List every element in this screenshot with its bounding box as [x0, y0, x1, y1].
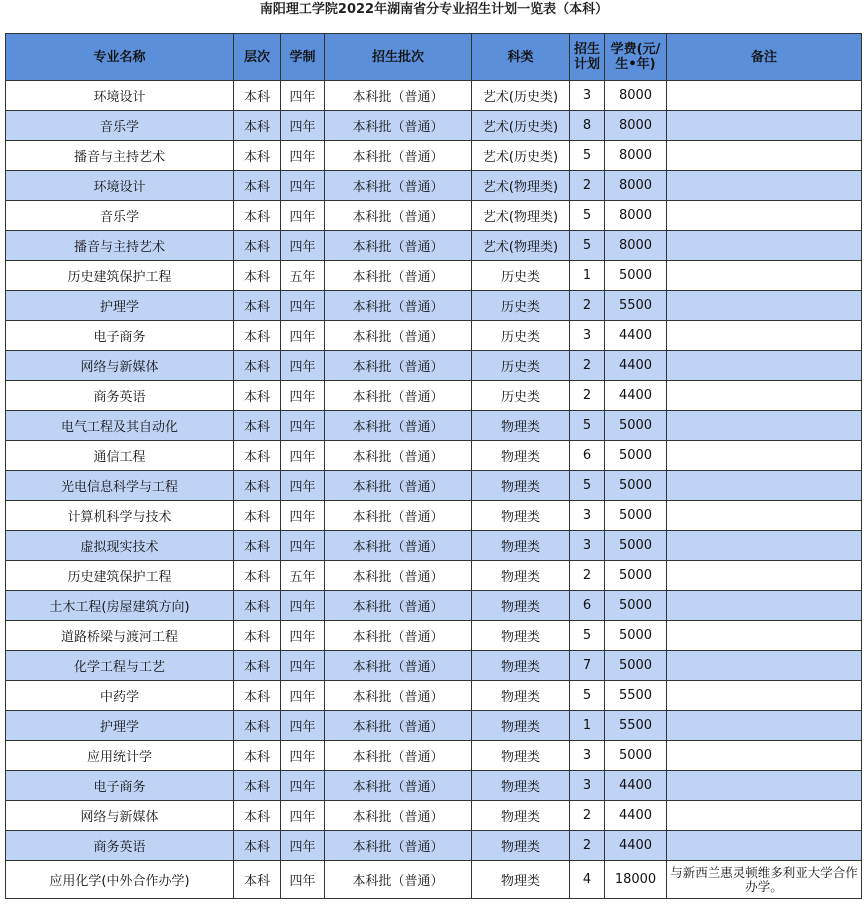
header-category: 科类	[472, 34, 570, 81]
cell-plan: 1	[570, 261, 605, 291]
cell-remark	[667, 531, 862, 561]
cell-fee: 4400	[605, 381, 667, 411]
cell-level: 本科	[234, 471, 281, 501]
cell-fee: 4400	[605, 351, 667, 381]
cell-plan: 5	[570, 411, 605, 441]
cell-fee: 5000	[605, 651, 667, 681]
cell-category: 物理类	[472, 741, 570, 771]
cell-level: 本科	[234, 171, 281, 201]
cell-level: 本科	[234, 291, 281, 321]
cell-plan: 2	[570, 291, 605, 321]
cell-fee: 4400	[605, 771, 667, 801]
cell-batch: 本科批（普通）	[325, 441, 472, 471]
cell-level: 本科	[234, 501, 281, 531]
cell-plan: 2	[570, 831, 605, 861]
cell-level: 本科	[234, 711, 281, 741]
header-fee-line2: 生•年)	[615, 57, 656, 72]
cell-category: 历史类	[472, 351, 570, 381]
cell-remark	[667, 351, 862, 381]
cell-level: 本科	[234, 381, 281, 411]
cell-duration: 四年	[281, 81, 325, 111]
cell-duration: 四年	[281, 351, 325, 381]
table-row	[6, 231, 862, 261]
cell-major: 护理学	[6, 711, 234, 741]
cell-category: 物理类	[472, 771, 570, 801]
cell-level: 本科	[234, 141, 281, 171]
cell-category: 物理类	[472, 411, 570, 441]
cell-plan: 5	[570, 141, 605, 171]
table-row	[6, 351, 862, 381]
cell-major: 环境设计	[6, 81, 234, 111]
cell-batch: 本科批（普通）	[325, 321, 472, 351]
table-row	[6, 381, 862, 411]
cell-remark	[667, 831, 862, 861]
table-row	[6, 441, 862, 471]
cell-fee: 5000	[605, 471, 667, 501]
cell-duration: 四年	[281, 381, 325, 411]
cell-fee: 5000	[605, 261, 667, 291]
header-plan	[570, 34, 605, 81]
cell-batch: 本科批（普通）	[325, 81, 472, 111]
table-row	[6, 501, 862, 531]
cell-duration: 四年	[281, 531, 325, 561]
cell-major: 网络与新媒体	[6, 351, 234, 381]
cell-plan: 5	[570, 681, 605, 711]
cell-remark	[667, 81, 862, 111]
cell-major: 音乐学	[6, 201, 234, 231]
cell-major: 环境设计	[6, 171, 234, 201]
cell-remark	[667, 321, 862, 351]
cell-major: 商务英语	[6, 381, 234, 411]
cell-level: 本科	[234, 831, 281, 861]
cell-category: 艺术(历史类)	[472, 81, 570, 111]
cell-batch: 本科批（普通）	[325, 621, 472, 651]
cell-major: 道路桥梁与渡河工程	[6, 621, 234, 651]
cell-batch: 本科批（普通）	[325, 471, 472, 501]
cell-level: 本科	[234, 651, 281, 681]
cell-duration: 四年	[281, 861, 325, 899]
cell-level: 本科	[234, 561, 281, 591]
cell-plan: 2	[570, 801, 605, 831]
cell-category: 物理类	[472, 831, 570, 861]
cell-level: 本科	[234, 111, 281, 141]
table-row	[6, 621, 862, 651]
cell-plan: 5	[570, 201, 605, 231]
cell-category: 历史类	[472, 291, 570, 321]
cell-fee: 8000	[605, 231, 667, 261]
cell-batch: 本科批（普通）	[325, 711, 472, 741]
cell-major: 音乐学	[6, 111, 234, 141]
cell-major: 播音与主持艺术	[6, 231, 234, 261]
cell-fee: 4400	[605, 831, 667, 861]
cell-remark	[667, 411, 862, 441]
cell-level: 本科	[234, 321, 281, 351]
cell-category: 艺术(历史类)	[472, 141, 570, 171]
cell-remark	[667, 381, 862, 411]
cell-category: 历史类	[472, 381, 570, 411]
cell-plan: 2	[570, 351, 605, 381]
cell-major: 电子商务	[6, 321, 234, 351]
cell-level: 本科	[234, 81, 281, 111]
table-row	[6, 711, 862, 741]
cell-duration: 四年	[281, 291, 325, 321]
table-row	[6, 771, 862, 801]
cell-remark	[667, 231, 862, 261]
cell-remark	[667, 291, 862, 321]
cell-batch: 本科批（普通）	[325, 171, 472, 201]
cell-duration: 四年	[281, 621, 325, 651]
cell-level: 本科	[234, 231, 281, 261]
table-row	[6, 261, 862, 291]
cell-batch: 本科批（普通）	[325, 381, 472, 411]
cell-major: 播音与主持艺术	[6, 141, 234, 171]
cell-remark	[667, 771, 862, 801]
cell-plan: 4	[570, 861, 605, 899]
enrollment-plan-table	[5, 33, 862, 899]
cell-remark: 与新西兰惠灵顿维多利亚大学合作办学。	[667, 861, 862, 899]
cell-batch: 本科批（普通）	[325, 201, 472, 231]
cell-fee: 5000	[605, 741, 667, 771]
cell-batch: 本科批（普通）	[325, 651, 472, 681]
cell-duration: 四年	[281, 471, 325, 501]
cell-plan: 5	[570, 471, 605, 501]
cell-duration: 四年	[281, 831, 325, 861]
cell-batch: 本科批（普通）	[325, 111, 472, 141]
cell-plan: 6	[570, 441, 605, 471]
page-title: 南阳理工学院2022年湖南省分专业招生计划一览表（本科）	[259, 2, 609, 17]
header-major: 专业名称	[6, 34, 234, 81]
header-fee	[605, 34, 667, 81]
cell-level: 本科	[234, 861, 281, 899]
cell-fee: 5000	[605, 561, 667, 591]
cell-major: 商务英语	[6, 831, 234, 861]
cell-batch: 本科批（普通）	[325, 771, 472, 801]
cell-remark	[667, 681, 862, 711]
cell-batch: 本科批（普通）	[325, 861, 472, 899]
cell-remark	[667, 651, 862, 681]
cell-level: 本科	[234, 531, 281, 561]
cell-batch: 本科批（普通）	[325, 351, 472, 381]
cell-remark	[667, 141, 862, 171]
header-plan-line2: 计划	[573, 57, 600, 72]
cell-remark	[667, 591, 862, 621]
cell-plan: 3	[570, 531, 605, 561]
cell-batch: 本科批（普通）	[325, 411, 472, 441]
cell-category: 物理类	[472, 441, 570, 471]
header-level: 层次	[234, 34, 281, 81]
cell-batch: 本科批（普通）	[325, 501, 472, 531]
cell-plan: 8	[570, 111, 605, 141]
cell-remark	[667, 711, 862, 741]
cell-duration: 四年	[281, 201, 325, 231]
header-plan-line1: 招生	[573, 42, 600, 57]
table-row	[6, 561, 862, 591]
cell-batch: 本科批（普通）	[325, 681, 472, 711]
cell-duration: 四年	[281, 231, 325, 261]
cell-plan: 3	[570, 771, 605, 801]
cell-major: 护理学	[6, 291, 234, 321]
cell-remark	[667, 171, 862, 201]
cell-major: 通信工程	[6, 441, 234, 471]
cell-duration: 四年	[281, 741, 325, 771]
cell-fee: 5500	[605, 291, 667, 321]
cell-major: 历史建筑保护工程	[6, 561, 234, 591]
cell-level: 本科	[234, 591, 281, 621]
cell-duration: 四年	[281, 171, 325, 201]
cell-remark	[667, 621, 862, 651]
cell-category: 物理类	[472, 681, 570, 711]
cell-major: 应用统计学	[6, 741, 234, 771]
table-row	[6, 651, 862, 681]
cell-batch: 本科批（普通）	[325, 831, 472, 861]
cell-level: 本科	[234, 741, 281, 771]
cell-remark	[667, 111, 862, 141]
table-row	[6, 831, 862, 861]
cell-major: 电气工程及其自动化	[6, 411, 234, 441]
cell-plan: 5	[570, 231, 605, 261]
table-row	[6, 411, 862, 441]
cell-category: 物理类	[472, 861, 570, 899]
cell-fee: 5000	[605, 621, 667, 651]
cell-remark	[667, 261, 862, 291]
cell-major: 网络与新媒体	[6, 801, 234, 831]
table-row	[6, 141, 862, 171]
cell-plan: 7	[570, 651, 605, 681]
cell-batch: 本科批（普通）	[325, 561, 472, 591]
cell-fee: 8000	[605, 201, 667, 231]
cell-duration: 五年	[281, 261, 325, 291]
cell-major: 电子商务	[6, 771, 234, 801]
cell-batch: 本科批（普通）	[325, 591, 472, 621]
cell-plan: 3	[570, 321, 605, 351]
cell-duration: 四年	[281, 111, 325, 141]
cell-remark	[667, 471, 862, 501]
cell-fee: 8000	[605, 81, 667, 111]
table-row	[6, 321, 862, 351]
cell-duration: 四年	[281, 591, 325, 621]
table-row	[6, 471, 862, 501]
table-row	[6, 81, 862, 111]
cell-level: 本科	[234, 771, 281, 801]
cell-category: 艺术(历史类)	[472, 111, 570, 141]
header-batch: 招生批次	[325, 34, 472, 81]
cell-plan: 3	[570, 81, 605, 111]
cell-level: 本科	[234, 441, 281, 471]
cell-batch: 本科批（普通）	[325, 801, 472, 831]
cell-fee: 5000	[605, 441, 667, 471]
cell-duration: 四年	[281, 801, 325, 831]
cell-remark	[667, 441, 862, 471]
cell-plan: 1	[570, 711, 605, 741]
cell-duration: 四年	[281, 321, 325, 351]
cell-category: 物理类	[472, 621, 570, 651]
cell-remark	[667, 201, 862, 231]
table-row	[6, 861, 862, 899]
cell-fee: 4400	[605, 801, 667, 831]
cell-category: 艺术(物理类)	[472, 231, 570, 261]
cell-duration: 四年	[281, 441, 325, 471]
cell-duration: 四年	[281, 141, 325, 171]
cell-duration: 四年	[281, 501, 325, 531]
cell-category: 历史类	[472, 261, 570, 291]
cell-major: 化学工程与工艺	[6, 651, 234, 681]
table-body	[6, 81, 862, 899]
table-row	[6, 681, 862, 711]
cell-fee: 5500	[605, 681, 667, 711]
cell-remark	[667, 801, 862, 831]
cell-major: 中药学	[6, 681, 234, 711]
cell-fee: 5000	[605, 591, 667, 621]
header-duration: 学制	[281, 34, 325, 81]
cell-major: 虚拟现实技术	[6, 531, 234, 561]
cell-duration: 四年	[281, 651, 325, 681]
cell-batch: 本科批（普通）	[325, 291, 472, 321]
cell-fee: 5500	[605, 711, 667, 741]
cell-category: 艺术(物理类)	[472, 201, 570, 231]
cell-duration: 四年	[281, 681, 325, 711]
table-row	[6, 201, 862, 231]
cell-category: 物理类	[472, 801, 570, 831]
cell-fee: 5000	[605, 501, 667, 531]
table-row	[6, 291, 862, 321]
cell-plan: 3	[570, 741, 605, 771]
cell-category: 物理类	[472, 561, 570, 591]
table-header-row	[6, 34, 862, 81]
cell-level: 本科	[234, 261, 281, 291]
cell-plan: 2	[570, 561, 605, 591]
cell-category: 物理类	[472, 471, 570, 501]
cell-level: 本科	[234, 801, 281, 831]
cell-duration: 四年	[281, 711, 325, 741]
cell-batch: 本科批（普通）	[325, 231, 472, 261]
cell-level: 本科	[234, 621, 281, 651]
cell-duration: 四年	[281, 771, 325, 801]
cell-level: 本科	[234, 201, 281, 231]
table-row	[6, 591, 862, 621]
cell-fee: 18000	[605, 861, 667, 899]
cell-duration: 五年	[281, 561, 325, 591]
table-row	[6, 801, 862, 831]
cell-level: 本科	[234, 411, 281, 441]
cell-batch: 本科批（普通）	[325, 141, 472, 171]
cell-duration: 四年	[281, 411, 325, 441]
cell-batch: 本科批（普通）	[325, 261, 472, 291]
cell-plan: 5	[570, 621, 605, 651]
cell-level: 本科	[234, 681, 281, 711]
cell-fee: 8000	[605, 111, 667, 141]
cell-remark	[667, 741, 862, 771]
cell-batch: 本科批（普通）	[325, 531, 472, 561]
table-row	[6, 171, 862, 201]
cell-major: 光电信息科学与工程	[6, 471, 234, 501]
table-row	[6, 531, 862, 561]
cell-category: 历史类	[472, 321, 570, 351]
cell-level: 本科	[234, 351, 281, 381]
cell-major: 应用化学(中外合作办学)	[6, 861, 234, 899]
table-row	[6, 741, 862, 771]
header-fee-line1: 学费(元/	[610, 42, 661, 57]
cell-remark	[667, 501, 862, 531]
cell-fee: 5000	[605, 531, 667, 561]
cell-category: 物理类	[472, 711, 570, 741]
cell-major: 历史建筑保护工程	[6, 261, 234, 291]
header-remark: 备注	[667, 34, 862, 81]
cell-plan: 2	[570, 381, 605, 411]
cell-major: 计算机科学与技术	[6, 501, 234, 531]
cell-remark	[667, 561, 862, 591]
cell-category: 物理类	[472, 501, 570, 531]
cell-fee: 5000	[605, 411, 667, 441]
cell-plan: 2	[570, 171, 605, 201]
cell-fee: 8000	[605, 171, 667, 201]
cell-fee: 4400	[605, 321, 667, 351]
cell-plan: 6	[570, 591, 605, 621]
cell-major: 土木工程(房屋建筑方向)	[6, 591, 234, 621]
table-row	[6, 111, 862, 141]
cell-category: 物理类	[472, 651, 570, 681]
cell-category: 物理类	[472, 531, 570, 561]
cell-category: 物理类	[472, 591, 570, 621]
cell-plan: 3	[570, 501, 605, 531]
cell-category: 艺术(物理类)	[472, 171, 570, 201]
cell-batch: 本科批（普通）	[325, 741, 472, 771]
cell-fee: 8000	[605, 141, 667, 171]
